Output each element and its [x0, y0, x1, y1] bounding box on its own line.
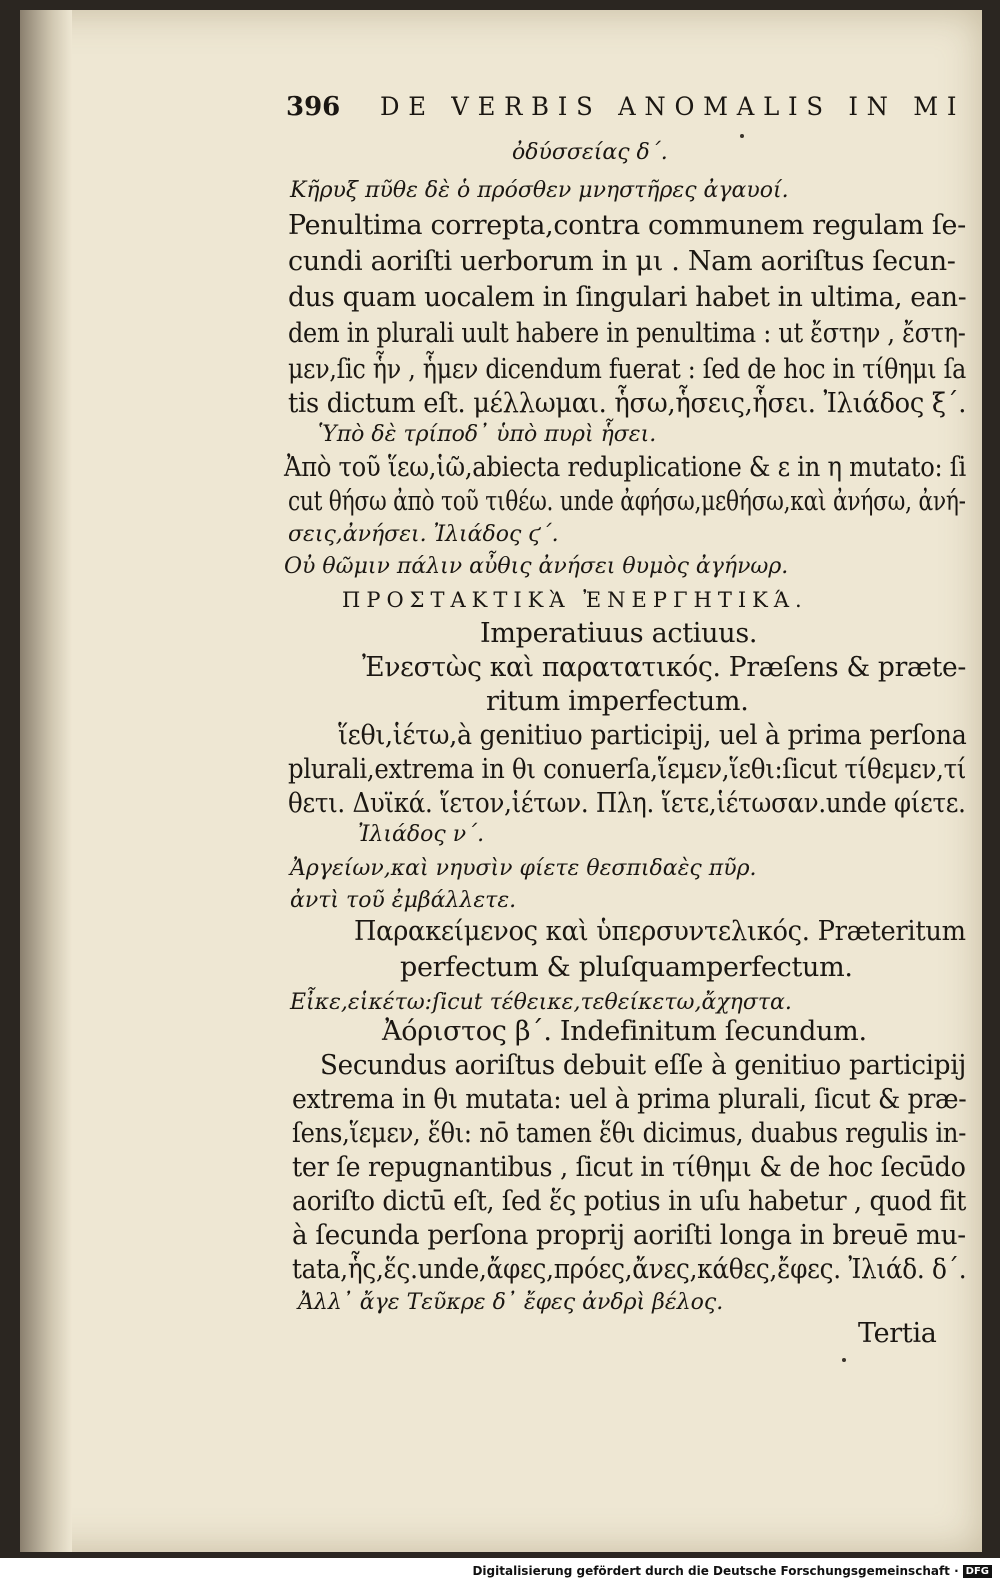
text-line: Ἐνεστὼς καὶ παρατατικός. Præſens & præte-: [362, 652, 967, 683]
text-line: aoriſto dictū eſt, ſed ἕς potius in uſu habetur , quod fit: [292, 1186, 967, 1217]
book-page: [20, 10, 982, 1552]
text-line: cut θήσω ἀπὸ τοῦ τιθέω. unde ἀφήσω,μεθήσω,καὶ ἀνήσω, ἀνή-: [288, 486, 966, 517]
text-line: à ſecunda perſona proprij aoriſti longa in breuē mu-: [292, 1220, 966, 1251]
text-line: dem in plurali uult habere in penultima : ut ἔστην , ἔστη-: [288, 318, 966, 349]
text-line: extrema in θι mutata: uel à prima plurali, ſicut & præ-: [292, 1084, 967, 1115]
text-line: tata,ἧς,ἕς.unde,ἄφες,πρόες,ἄνες,κάθες,ἔφες. Ἰλιάδ. δ΄.: [292, 1254, 967, 1285]
dfg-logo: DFG: [963, 1565, 992, 1578]
text-line: ter ſe repugnantibus , ſicut in τίθημι & de hoc ſecūdo: [292, 1152, 966, 1183]
text-line: Ἀλλ᾽ ἄγε Τεῦκρε δ᾽ ἔφες ἀνδρὶ βέλος.: [298, 1290, 724, 1315]
text-line: Ἀόριστος β΄. Indefinitum ſecundum.: [382, 1016, 867, 1047]
text-line: μεν,ſic ἧν , ἧμεν dicendum fuerat : ſed de hoc in τίθημι ſa: [288, 354, 967, 385]
page-gutter: [20, 10, 72, 1552]
text-line: Παρακείμενος καὶ ὑπερσυντελικός. Præteritum: [354, 916, 966, 947]
text-line: ὀδύσσείας δ΄.: [512, 140, 668, 165]
paper-speck: [740, 134, 744, 138]
text-line: Ὑπὸ δὲ τρίποδ᾽ ὑπὸ πυρὶ ἧσει.: [318, 422, 657, 447]
text-line: ἵεθι,ἱέτω,à genitiuo participij, uel à prima perſona: [338, 720, 967, 751]
section-heading: ΠΡΟΣΤΑΚΤΙΚᾺ ἘΝΕΡΓΗΤΙΚΆ.: [342, 588, 808, 612]
text-line: Ἀπὸ τοῦ ἵεω,ἱῶ,abiecta reduplicatione & ε in η mutato: ſi: [284, 452, 966, 483]
text-line: perfectum & pluſquamperfectum.: [400, 952, 853, 983]
text-line: Secundus aoriſtus debuit eſſe à genitiuo participij: [320, 1050, 967, 1081]
text-line: Κῆρυξ πῦθε δὲ ὁ πρόσθεν μνηστῆρες ἀγαυοί.: [290, 178, 789, 203]
text-line: ritum imperfectum.: [486, 686, 749, 717]
text-line: Ἀργείων,καὶ νηυσὶν φίετε θεσπιδαὲς πῦρ.: [290, 856, 757, 881]
credit-text: Digitalisierung gefördert durch die Deutsche Forschungsgemeinschaft ·: [472, 1564, 959, 1578]
section-subheading: Imperatiuus actiuus.: [480, 618, 758, 649]
text-line: Penultima correpta,contra communem regulam ſe-: [288, 210, 966, 241]
text-line: tis dictum eſt. μέλλωμαι. ἧσω,ἧσεις,ἧσει. Ἰλιάδος ξ΄.: [288, 388, 967, 419]
text-line: plurali,extrema in θι conuerſa,ἵεμεν,ἵεθι:ſicut τίθεμεν,τί: [288, 754, 967, 785]
running-head: DE VERBIS ANOMALIS IN MI: [380, 92, 966, 121]
catchword: Tertia: [858, 1318, 937, 1349]
text-line: cundi aoriſti uerborum in μι . Nam aoriſtus ſecun-: [288, 246, 956, 277]
text-line: dus quam uocalem in ſingulari habet in ultima, ean-: [288, 282, 967, 313]
text-line: Εἶκε,εἱκέτω:ſicut τέθεικε,τεθείκετω,ἄχηστα.: [290, 990, 792, 1015]
text-line: ſens,ἵεμεν, ἕθι: nō tamen ἕθι dicimus, duabus regulis in-: [292, 1118, 967, 1149]
paper-speck: [842, 1358, 846, 1362]
text-line: ἀντὶ τοῦ ἐμβάλλετε.: [290, 888, 517, 913]
text-line: θετι. Δυϊκά. ἵετον,ἱέτων. Πλη. ἵετε,ἱέτωσαν.unde φίετε.: [288, 788, 966, 819]
text-line: σεις,ἀνήσει. Ἰλιάδος ϛ΄.: [288, 522, 559, 547]
digitization-credit: [472, 1564, 992, 1578]
page-number: 396: [286, 92, 341, 122]
text-line: Ἰλιάδος ν΄.: [358, 822, 485, 847]
text-line: Οὐ θῶμιν πάλιν αὖθις ἀνήσει θυμὸς ἀγήνωρ.: [284, 554, 789, 579]
